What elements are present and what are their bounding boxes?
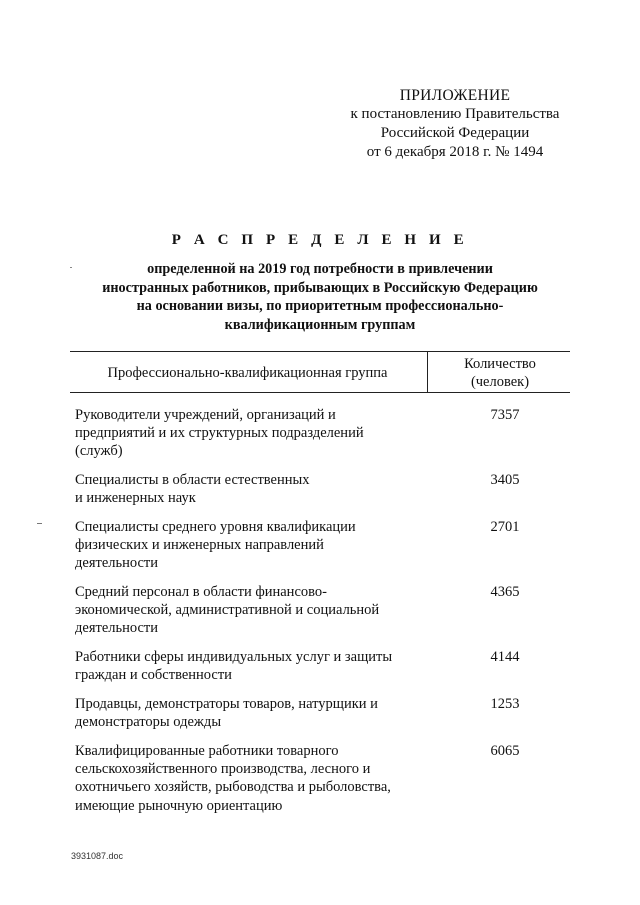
row-name-line: экономической, административной и социальной — [75, 602, 380, 619]
row-count: 7357 — [490, 407, 520, 423]
row-name-line: имеющие рыночную ориентацию — [75, 797, 283, 814]
subtitle-line: квалификационным группам — [224, 316, 416, 333]
header-count-line: Количество — [464, 356, 536, 372]
row-name-line: (служб) — [75, 443, 123, 460]
appendix-line: Российской Федерации — [380, 125, 530, 141]
scan-speck — [37, 523, 42, 524]
row-name-line: демонстраторы одежды — [75, 714, 222, 731]
subtitle-line: на основании визы, по приоритетным профессионально- — [136, 298, 504, 314]
row-name-line: и инженерных наук — [75, 490, 196, 507]
row-name-line: деятельности — [75, 620, 159, 637]
row-name-line: охотничьего хозяйств, рыбоводства и рыболовства, — [75, 779, 391, 796]
row-count: 6065 — [490, 743, 520, 759]
row-name-line: Работники сферы индивидуальных услуг и защиты — [75, 649, 393, 665]
row-name-line: Квалифицированные работники товарного — [75, 743, 339, 759]
row-group-name — [75, 518, 425, 573]
row-group-name — [75, 695, 425, 731]
subtitle-line: иностранных работников, прибывающих в Российскую Федерацию — [102, 279, 538, 296]
row-name-line: Продавцы, демонстраторы товаров, натурщики и — [75, 696, 378, 712]
table-header-bottom-rule — [70, 392, 570, 393]
appendix-heading: ПРИЛОЖЕНИЕ — [399, 87, 511, 104]
appendix-line: к постановлению Правительства — [350, 106, 560, 122]
row-count: 2701 — [490, 519, 520, 535]
scan-speck — [70, 267, 72, 268]
row-name-line: деятельности — [75, 555, 159, 572]
table-top-rule — [70, 351, 570, 352]
document-subtitle — [75, 260, 565, 334]
row-name-line: Средний персонал в области финансово- — [75, 584, 327, 600]
appendix-block — [330, 86, 580, 162]
row-group-name — [75, 471, 425, 507]
row-name-line: Специалисты в области естественных — [75, 472, 310, 488]
appendix-line: от 6 декабря 2018 г. № 1494 — [366, 144, 544, 160]
row-count: 4144 — [490, 649, 520, 665]
table-column-divider — [427, 351, 428, 392]
row-count: 4365 — [490, 584, 520, 600]
row-group-name — [75, 583, 425, 638]
row-name-line: граждан и собственности — [75, 667, 232, 684]
row-name-line: сельскохозяйственного производства, лесного и — [75, 761, 371, 778]
header-count-line: (человек) — [470, 374, 530, 390]
row-group-name — [75, 742, 425, 815]
header-group-column: Профессионально-квалификационная группа — [107, 365, 388, 381]
row-name-line: Специалисты среднего уровня квалификации — [75, 519, 356, 535]
row-name-line: физических и инженерных направлений — [75, 537, 324, 554]
row-name-line: предприятий и их структурных подразделений — [75, 425, 364, 442]
row-group-name — [75, 406, 425, 461]
file-label: 3931087.doc — [71, 851, 124, 861]
row-count: 3405 — [490, 472, 520, 488]
header-count-column — [430, 355, 570, 391]
subtitle-line: определенной на 2019 год потребности в привлечении — [147, 261, 493, 277]
row-group-name — [75, 648, 425, 684]
row-count: 1253 — [490, 696, 520, 712]
row-name-line: Руководители учреждений, организаций и — [75, 407, 336, 423]
document-title: Р А С П Р Е Д Е Л Е Н И Е — [171, 232, 469, 248]
